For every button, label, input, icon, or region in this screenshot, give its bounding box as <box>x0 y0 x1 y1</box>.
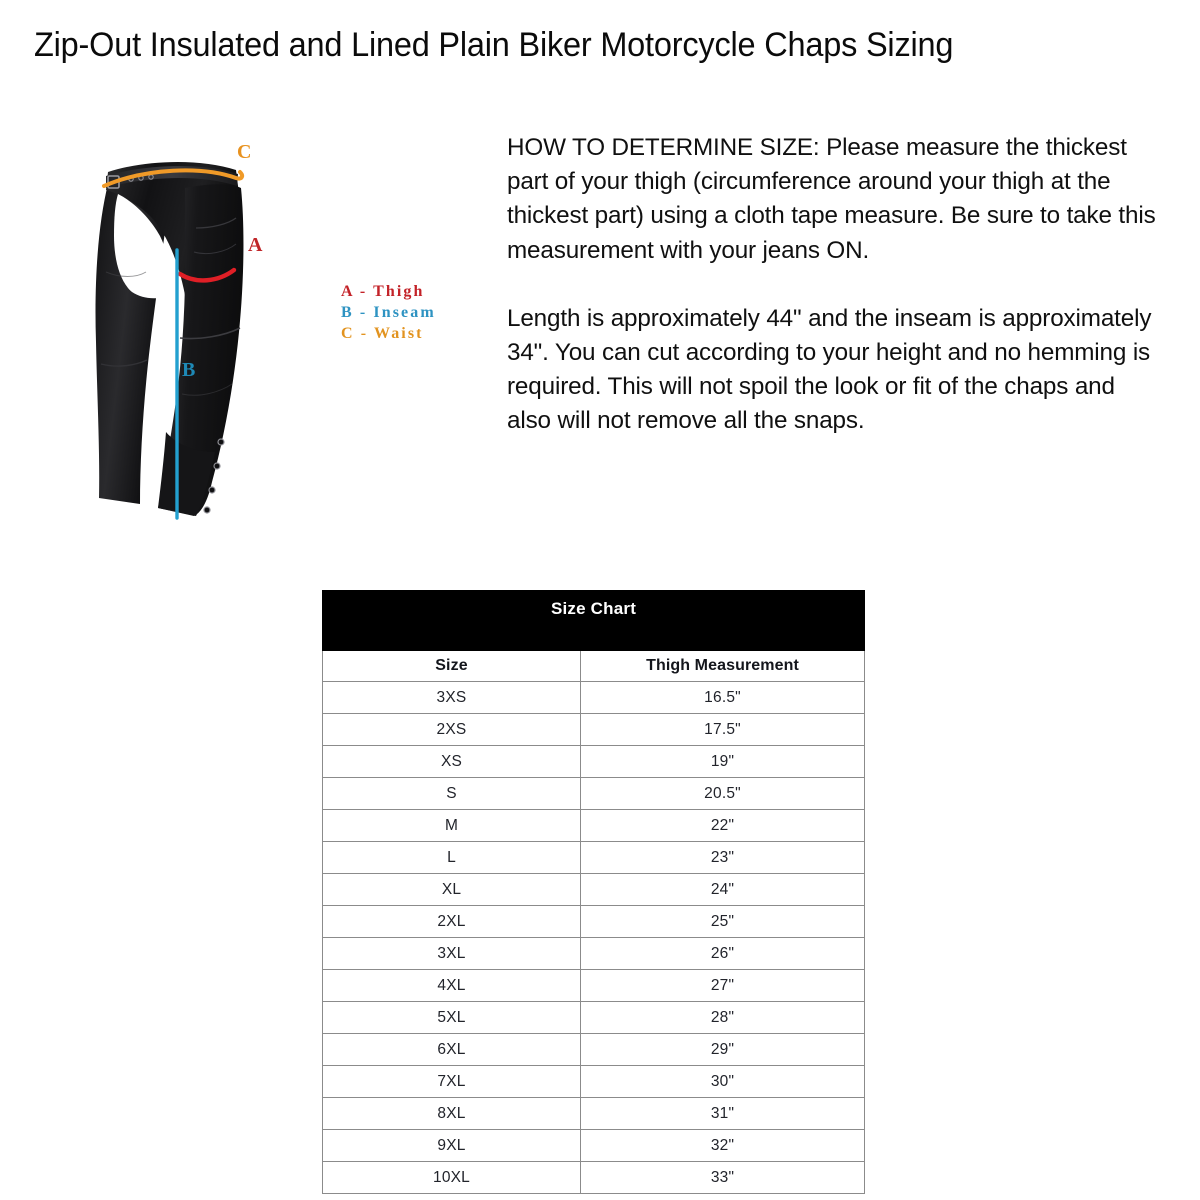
size-chart-header-row <box>323 651 865 682</box>
table-row <box>323 810 865 842</box>
cell-thigh-measurement: 24" <box>581 874 865 906</box>
cell-thigh-measurement: 17.5" <box>581 714 865 746</box>
table-row <box>323 938 865 970</box>
size-chart-banner <box>323 591 865 651</box>
table-row <box>323 1066 865 1098</box>
cell-thigh-measurement: 16.5" <box>581 682 865 714</box>
cell-size: XL <box>323 874 581 906</box>
cell-size: 4XL <box>323 970 581 1002</box>
cell-size: 3XS <box>323 682 581 714</box>
cell-size: L <box>323 842 581 874</box>
cell-size: 10XL <box>323 1162 581 1194</box>
measurement-legend <box>341 281 511 344</box>
cell-thigh-measurement: 27" <box>581 970 865 1002</box>
marker-label-a: A <box>248 234 263 256</box>
table-row <box>323 682 865 714</box>
instructions-paragraph-2: Length is approximately 44" and the inseam is approximately 34". You can cut according to your height and no hemming is required. This will not spoil the look or fit of the chaps and also will not remove all the snaps. <box>507 304 1152 435</box>
chaps-illustration <box>84 132 300 524</box>
table-row <box>323 1098 865 1130</box>
cell-size: 3XL <box>323 938 581 970</box>
legend-item-inseam: B - Inseam <box>341 304 436 321</box>
cell-thigh-measurement: 33" <box>581 1162 865 1194</box>
table-row <box>323 714 865 746</box>
table-row <box>323 1002 865 1034</box>
size-chart-banner-row <box>323 591 865 651</box>
cell-thigh-measurement: 20.5" <box>581 778 865 810</box>
cell-thigh-measurement: 19" <box>581 746 865 778</box>
cell-size: S <box>323 778 581 810</box>
instructions-paragraph-1: HOW TO DETERMINE SIZE: Please measure the thickest part of your thigh (circumference around your thigh at the thickest part) using a cloth tape measure. Be sure to take this measurement with your jeans ON. <box>507 134 1156 264</box>
table-row <box>323 970 865 1002</box>
cell-thigh-measurement: 26" <box>581 938 865 970</box>
chaps-product-figure <box>84 132 300 524</box>
cell-size: XS <box>323 746 581 778</box>
cell-size: 6XL <box>323 1034 581 1066</box>
table-row <box>323 874 865 906</box>
cell-size: 5XL <box>323 1002 581 1034</box>
size-chart-table <box>322 590 865 1194</box>
legend-item-thigh: A - Thigh <box>341 283 425 300</box>
legend-item-waist: C - Waist <box>341 325 424 342</box>
snap-3 <box>209 487 215 493</box>
cell-thigh-measurement: 29" <box>581 1034 865 1066</box>
cell-size: 2XL <box>323 906 581 938</box>
column-header-thigh: Thigh Measurement <box>581 651 865 682</box>
cell-thigh-measurement: 28" <box>581 1002 865 1034</box>
snap-1 <box>218 439 224 445</box>
cell-thigh-measurement: 32" <box>581 1130 865 1162</box>
marker-label-c: C <box>237 141 252 163</box>
marker-label-b: B <box>182 359 196 381</box>
snap-2 <box>214 463 220 469</box>
cell-size: 9XL <box>323 1130 581 1162</box>
column-header-size: Size <box>323 651 581 682</box>
table-row <box>323 746 865 778</box>
cell-thigh-measurement: 30" <box>581 1066 865 1098</box>
cell-size: 2XS <box>323 714 581 746</box>
cell-thigh-measurement: 23" <box>581 842 865 874</box>
table-row <box>323 1162 865 1194</box>
cell-thigh-measurement: 31" <box>581 1098 865 1130</box>
cell-size: 8XL <box>323 1098 581 1130</box>
table-row <box>323 842 865 874</box>
cell-size: 7XL <box>323 1066 581 1098</box>
size-chart-banner-text: Size Chart <box>550 599 637 618</box>
cell-thigh-measurement: 22" <box>581 810 865 842</box>
page-title: Zip-Out Insulated and Lined Plain Biker Motorcycle Chaps Sizing <box>34 26 954 64</box>
cell-thigh-measurement: 25" <box>581 906 865 938</box>
table-row <box>323 1130 865 1162</box>
cell-size: M <box>323 810 581 842</box>
instructions-block <box>507 131 1167 439</box>
table-row <box>323 906 865 938</box>
snap-4 <box>204 507 210 513</box>
size-chart-body <box>323 682 865 1194</box>
table-row <box>323 1034 865 1066</box>
table-row <box>323 778 865 810</box>
